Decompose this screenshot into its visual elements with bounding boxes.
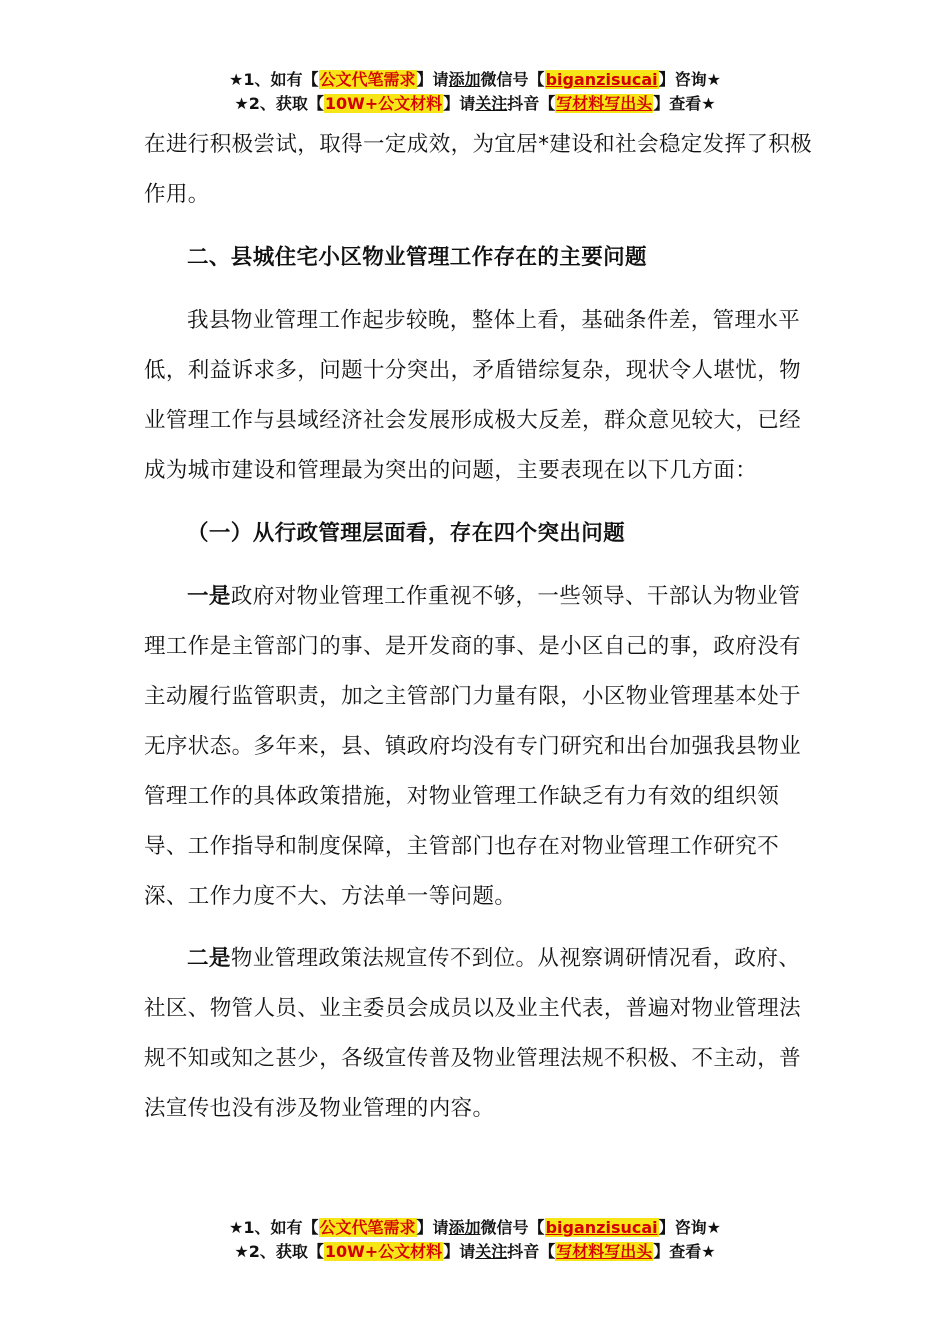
point-lead: 二是	[187, 946, 231, 971]
wechat-id-link[interactable]: biganzisucai	[545, 70, 658, 89]
banner-text: 添加	[448, 1218, 481, 1237]
banner-text: 添加	[448, 70, 481, 89]
banner-highlight: 10W+公文材料	[324, 94, 443, 113]
section-heading	[144, 233, 814, 283]
paragraph-overview	[144, 296, 814, 496]
douyin-account-link[interactable]: 写材料写出头	[556, 1242, 653, 1261]
heading-text: 二、县城住宅小区物业管理工作存在的主要问题	[187, 245, 647, 270]
banner-text: ★1、如有【	[229, 70, 319, 89]
paragraph-point-two	[144, 934, 814, 1134]
banner-text: 关注	[475, 94, 508, 113]
top-banner	[0, 68, 950, 116]
banner-text: 抖音【	[507, 1242, 556, 1261]
paragraph-text: 政府对物业管理工作重视不够，一些领导、干部认为物业管理工作是主管部门的事、是开发商的事、是小区自己的事，政府没有主动履行监管职责，加之主管部门力量有限，小区物业管理基本处于无序状态。多年来，县、镇政府均没有专门研究和出台加强我县物业管理工作的具体政策措施，对物业管理工作缺乏有力有效的组织领导、工作指导和制度保障，主管部门也存在对物业管理工作研究不深、工作力度不大、方法单一等问题。	[144, 584, 802, 909]
paragraph-text: 在进行积极尝试，取得一定成效，为宜居*建设和社会稳定发挥了积极作用。	[144, 132, 813, 207]
banner-line-2	[0, 92, 950, 116]
paragraph-point-one	[144, 572, 814, 922]
banner-text: 微信号【	[480, 1218, 545, 1237]
wechat-id-link[interactable]: biganzisucai	[545, 1218, 658, 1237]
banner-line-1	[0, 68, 950, 92]
banner-text: ★2、获取【	[234, 94, 324, 113]
banner-text: ★1、如有【	[229, 1218, 319, 1237]
banner-text: 抖音【	[507, 94, 556, 113]
banner-highlight: 公文代笔需求	[319, 1218, 416, 1237]
banner-highlight: 公文代笔需求	[319, 70, 416, 89]
banner-text: 】咨询★	[658, 70, 721, 89]
banner-text: 】请	[443, 94, 476, 113]
banner-highlight: 10W+公文材料	[324, 1242, 443, 1261]
heading-text: （一）从行政管理层面看，存在四个突出问题	[187, 521, 626, 546]
banner-text: 】请	[443, 1242, 476, 1261]
banner-line-2	[0, 1240, 950, 1264]
banner-text: 】请	[416, 70, 449, 89]
subsection-heading	[144, 509, 814, 559]
paragraph-text: 我县物业管理工作起步较晚，整体上看，基础条件差，管理水平低，利益诉求多，问题十分突出，矛盾错综复杂，现状令人堪忧，物业管理工作与县域经济社会发展形成极大反差，群众意见较大，已经成为城市建设和管理最为突出的问题，主要表现在以下几方面：	[144, 308, 802, 483]
banner-text: 】请	[416, 1218, 449, 1237]
banner-text: ★2、获取【	[234, 1242, 324, 1261]
banner-text: 微信号【	[480, 70, 545, 89]
banner-text: 】查看★	[653, 1242, 716, 1261]
bottom-banner	[0, 1216, 950, 1264]
paragraph-continued	[144, 120, 814, 220]
banner-text: 关注	[475, 1242, 508, 1261]
banner-line-1	[0, 1216, 950, 1240]
douyin-account-link[interactable]: 写材料写出头	[556, 94, 653, 113]
banner-text: 】查看★	[653, 94, 716, 113]
paragraph-text: 物业管理政策法规宣传不到位。从视察调研情况看，政府、社区、物管人员、业主委员会成员以及业主代表，普遍对物业管理法规不知或知之甚少，各级宣传普及物业管理法规不积极、不主动，普法宣传也没有涉及物业管理的内容。	[144, 946, 802, 1121]
point-lead: 一是	[187, 584, 231, 609]
banner-text: 】咨询★	[658, 1218, 721, 1237]
